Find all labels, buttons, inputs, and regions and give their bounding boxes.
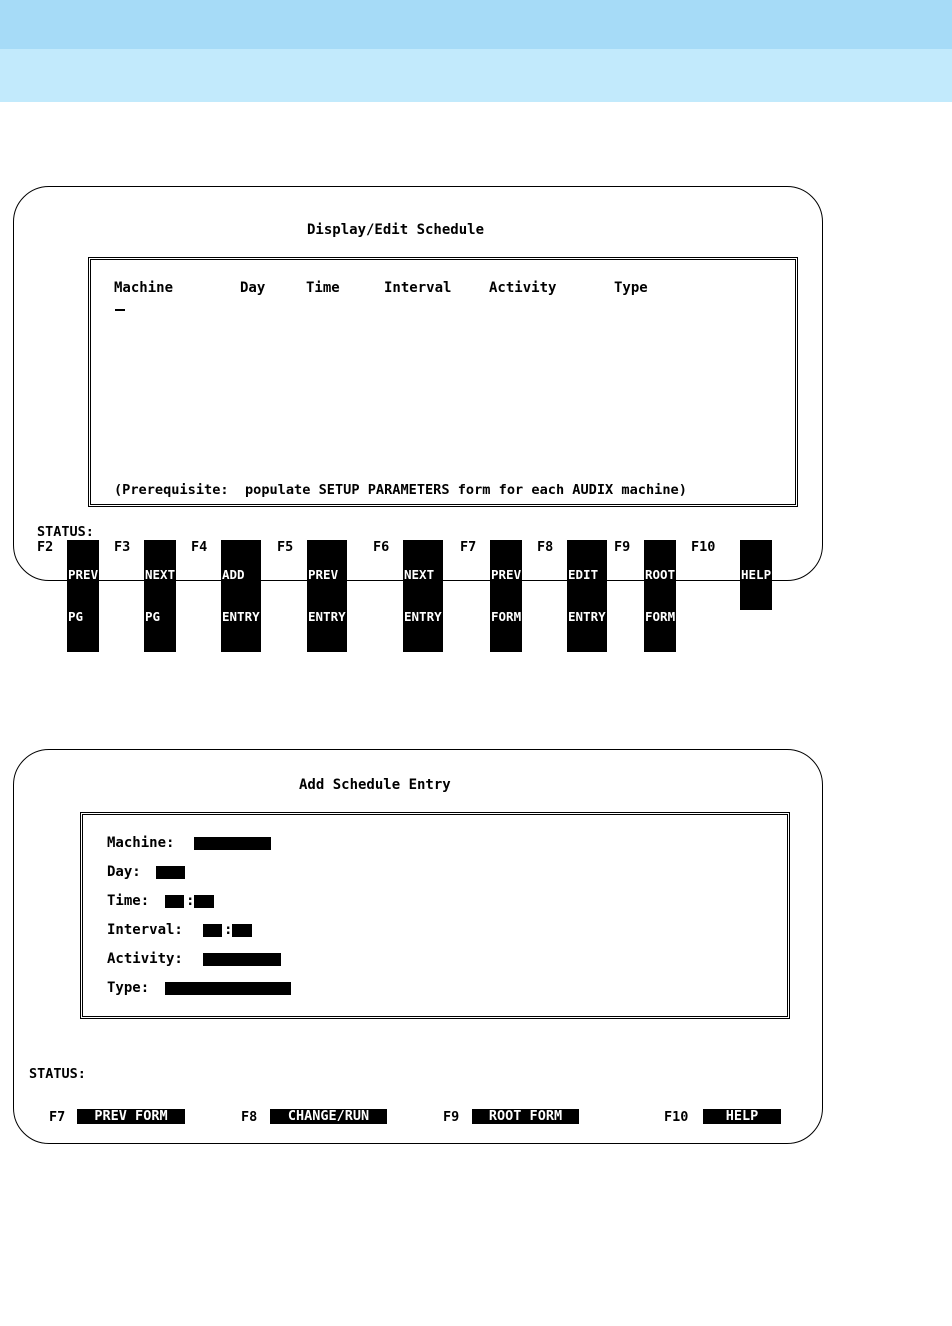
fkey-label-f8: F8: [241, 1109, 258, 1125]
root-form-line2: FORM: [645, 609, 676, 624]
root-form-line1: ROOT: [645, 567, 676, 582]
add-schedule-entry-screen: [13, 749, 823, 1144]
help-button[interactable]: HELP: [703, 1109, 781, 1124]
edit-entry-line2: ENTRY: [568, 609, 606, 624]
prev-form-button[interactable]: [490, 540, 522, 652]
fkey-label-f8: F8: [537, 539, 554, 555]
column-header-day: Day: [240, 280, 266, 296]
keyboard-key-icon: [226, 629, 246, 644]
fkey-label-f7: F7: [49, 1109, 66, 1125]
interval-separator: :: [224, 922, 233, 938]
status-label: STATUS:: [29, 1066, 86, 1082]
column-header-machine: Machine: [114, 280, 174, 296]
interval-minute-field[interactable]: [232, 924, 252, 937]
status-label: STATUS:: [37, 524, 94, 540]
column-header-time: Time: [306, 280, 340, 296]
prev-page-line2: PG: [68, 609, 84, 624]
prev-entry-button[interactable]: [307, 540, 347, 652]
screen-title: Display/Edit Schedule: [307, 222, 485, 238]
help-button[interactable]: [740, 540, 772, 610]
prev-form-line2: FORM: [491, 609, 522, 624]
prev-page-line1: PREV: [68, 567, 99, 582]
day-label: Day:: [107, 864, 141, 880]
edit-entry-button[interactable]: [567, 540, 607, 652]
next-entry-line2: ENTRY: [404, 609, 442, 624]
activity-field[interactable]: [203, 953, 281, 966]
prev-page-button[interactable]: [67, 540, 99, 652]
interval-hour-field[interactable]: [203, 924, 222, 937]
prev-entry-line2: ENTRY: [308, 609, 346, 624]
prev-entry-line1: PREV: [308, 567, 339, 582]
fkey-label-f5: F5: [277, 539, 294, 555]
next-entry-button[interactable]: [403, 540, 443, 652]
time-separator: :: [186, 893, 195, 909]
display-edit-schedule-screen: [13, 186, 823, 624]
next-page-button[interactable]: [144, 540, 176, 652]
fkey-label-f9: F9: [614, 539, 631, 555]
root-form-button[interactable]: ROOT FORM: [472, 1109, 579, 1124]
time-hour-field[interactable]: [165, 895, 184, 908]
header-band-top: [0, 0, 952, 49]
fkey-label-f6: F6: [373, 539, 390, 555]
next-page-line1: NEXT: [145, 567, 176, 582]
fkey-label-f4: F4: [191, 539, 208, 555]
fkey-label-f2: F2: [37, 539, 54, 555]
fkey-label-f10: F10: [664, 1109, 689, 1125]
header-band-bottom: [0, 49, 952, 102]
add-entry-line1: ADD: [222, 567, 245, 582]
fkey-label-f3: F3: [114, 539, 131, 555]
help-line1: HELP: [741, 567, 772, 582]
fkey-label-f7: F7: [460, 539, 477, 555]
text-cursor[interactable]: [115, 309, 125, 311]
activity-label: Activity:: [107, 951, 183, 967]
next-page-line2: PG: [145, 609, 161, 624]
time-minute-field[interactable]: [194, 895, 214, 908]
edit-entry-line1: EDIT: [568, 567, 599, 582]
type-field[interactable]: [165, 982, 291, 995]
time-label: Time:: [107, 893, 150, 909]
prerequisite-note: (Prerequisite: populate SETUP PARAMETERS form for each AUDIX machine): [114, 482, 687, 498]
fkey-label-f9: F9: [443, 1109, 460, 1125]
machine-label: Machine:: [107, 835, 175, 851]
prev-form-button[interactable]: PREV FORM: [77, 1109, 185, 1124]
column-header-type: Type: [614, 280, 648, 296]
fkey-label-f10: F10: [691, 539, 716, 555]
type-label: Type:: [107, 980, 150, 996]
root-form-button[interactable]: [644, 540, 676, 652]
column-header-interval: Interval: [384, 280, 452, 296]
day-field[interactable]: [156, 866, 185, 879]
prev-form-line1: PREV: [491, 567, 522, 582]
interval-label: Interval:: [107, 922, 183, 938]
screen-title: Add Schedule Entry: [299, 777, 451, 793]
next-entry-line1: NEXT: [404, 567, 435, 582]
machine-field[interactable]: [194, 837, 271, 850]
change-run-button[interactable]: CHANGE/RUN: [270, 1109, 387, 1124]
column-header-activity: Activity: [489, 280, 557, 296]
add-entry-line2: ENTRY: [222, 609, 260, 624]
